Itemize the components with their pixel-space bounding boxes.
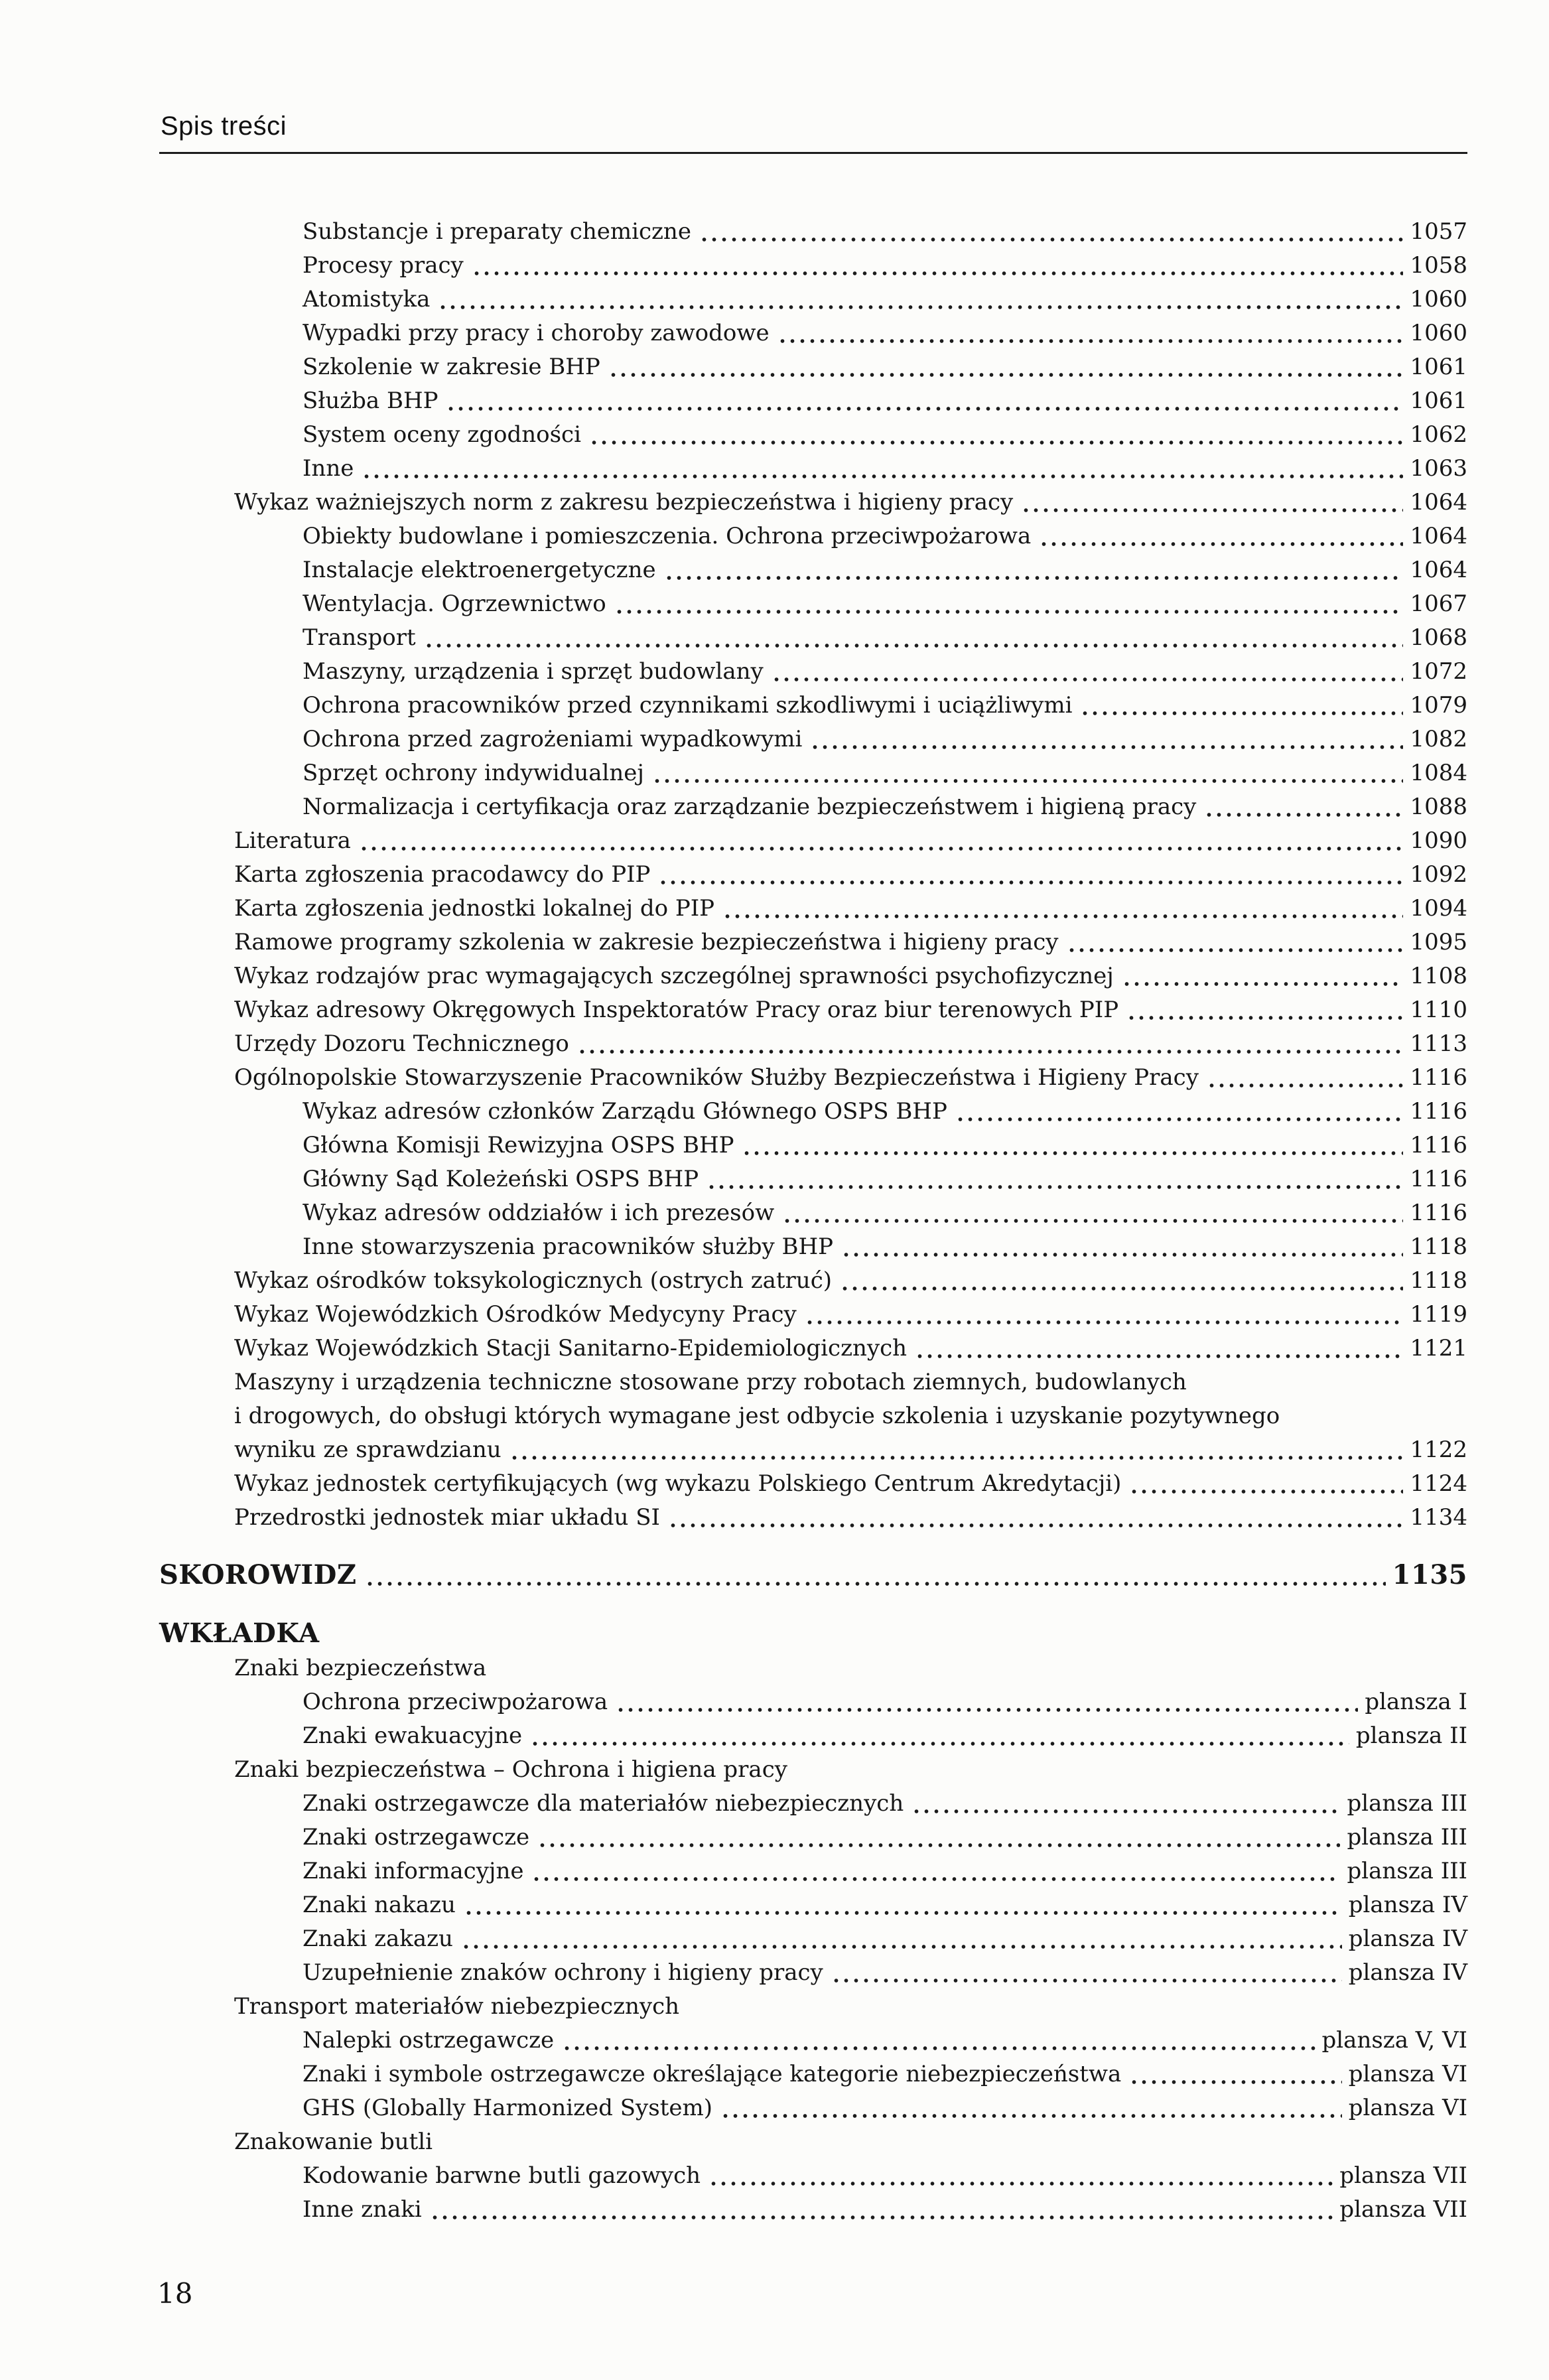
toc-entry-page: plansza VI	[1348, 2061, 1467, 2087]
toc-entry-page: plansza II	[1355, 1722, 1467, 1749]
dot-leader	[668, 1523, 1404, 1527]
toc-entry-title: Ochrona przeciwpożarowa	[303, 1689, 608, 1715]
toc-entry-title: Znaki nakazu	[303, 1892, 456, 1918]
toc-entry-title: Ochrona przed zagrożeniami wypadkowymi	[303, 726, 803, 752]
toc-entry-page: 1121	[1410, 1335, 1467, 1362]
dot-leader	[841, 1253, 1403, 1257]
toc-entry	[159, 2125, 1467, 2159]
toc-entry-title: Ramowe programy szkolenia w zakresie bezpieczeństwa i higieny pracy	[234, 929, 1059, 955]
dot-leader	[537, 1843, 1340, 1847]
toc-entry-title: Sprzęt ochrony indywidualnej	[303, 760, 644, 786]
toc-entry	[159, 892, 1467, 926]
toc-entry-page: 1088	[1410, 794, 1467, 820]
toc-entry-title: Inne	[303, 455, 354, 482]
toc-entry-title: Znaki bezpieczeństwa – Ochrona i higiena pracy	[234, 1756, 787, 1783]
toc-entry-title: Maszyny i urządzenia techniczne stosowane przy robotach ziemnych, budowlanych	[234, 1369, 1187, 1395]
toc-entry-title: Szkolenie w zakresie BHP	[303, 354, 600, 380]
toc-entry	[159, 418, 1467, 452]
dot-leader	[438, 305, 1403, 309]
dot-leader	[1122, 982, 1404, 986]
toc-entry-page: 1116	[1410, 1132, 1467, 1158]
dot-leader	[424, 644, 1404, 648]
dot-leader	[1204, 813, 1403, 817]
dot-leader	[577, 1050, 1404, 1054]
toc-entry-title: GHS (Globally Harmonized System)	[303, 2095, 712, 2121]
toc-entry	[159, 858, 1467, 892]
toc-entry-page: plansza VII	[1339, 2162, 1467, 2189]
toc-entry-page: 1060	[1410, 320, 1467, 346]
toc-entry	[159, 1365, 1467, 1399]
toc-entry-title: Uzupełnienie znaków ochrony i higieny pracy	[303, 1959, 823, 1986]
toc-entry-page: 1095	[1410, 929, 1467, 955]
toc-entry-title: Substancje i preparaty chemiczne	[303, 218, 691, 245]
toc-entry	[159, 1196, 1467, 1230]
dot-leader	[782, 1219, 1403, 1223]
toc-entry	[159, 2024, 1467, 2058]
toc-entry	[159, 1027, 1467, 1061]
toc-entry-title: Wykaz rodzajów prac wymagających szczególnej sprawności psychofizycznej	[234, 963, 1114, 989]
toc-entry	[159, 1787, 1467, 1821]
toc-entry-page: plansza III	[1347, 1824, 1467, 1851]
toc-entry-title: i drogowych, do obsługi których wymagane jest odbycie szkolenia i uzyskanie pozytywnego	[234, 1403, 1280, 1429]
toc-entry-page: 1063	[1410, 455, 1467, 482]
toc-entry-page: 1092	[1410, 861, 1467, 888]
dot-leader	[365, 1582, 1386, 1586]
dot-leader	[1129, 2080, 1342, 2084]
toc-entry-page: 1062	[1410, 421, 1467, 448]
toc-entry	[159, 2058, 1467, 2091]
dot-leader	[772, 677, 1404, 681]
toc-entry-title: Procesy pracy	[303, 252, 464, 279]
toc-entry	[159, 959, 1467, 993]
dot-leader	[509, 1456, 1404, 1460]
toc-entry-page: plansza IV	[1348, 1925, 1467, 1952]
toc-entry	[159, 1821, 1467, 1855]
dot-leader	[589, 441, 1403, 445]
toc-entry-page: 1060	[1410, 286, 1467, 313]
toc-entry	[159, 1433, 1467, 1467]
table-of-contents	[159, 215, 1467, 2227]
toc-entry-title: Transport materiałów niebezpiecznych	[234, 1993, 680, 2020]
toc-entry	[159, 1467, 1467, 1501]
toc-entry	[159, 1956, 1467, 1990]
toc-entry-title: Wykaz Wojewódzkich Ośrodków Medycyny Pracy	[234, 1301, 797, 1328]
dot-leader	[616, 1708, 1358, 1712]
toc-entry-page: 1119	[1410, 1301, 1467, 1328]
toc-entry-title: Wykaz adresowy Okręgowych Inspektoratów Pracy oraz biur terenowych PIP	[234, 997, 1119, 1023]
toc-entry	[159, 790, 1467, 824]
toc-entry-page: 1057	[1410, 218, 1467, 245]
toc-entry-title: Normalizacja i certyfikacja oraz zarządzanie bezpieczeństwem i higieną pracy	[303, 794, 1197, 820]
dot-leader	[831, 1979, 1342, 1983]
dot-leader	[720, 2114, 1342, 2118]
toc-entry-page: 1058	[1410, 252, 1467, 279]
toc-entry-page: 1134	[1410, 1504, 1467, 1531]
dot-leader	[955, 1117, 1404, 1121]
toc-entry	[159, 215, 1467, 249]
toc-entry	[159, 1264, 1467, 1298]
toc-entry-title: wyniku ze sprawdzianu	[234, 1436, 502, 1463]
toc-entry-title: Wykaz adresów członków Zarządu Głównego OSPS BHP	[303, 1098, 947, 1125]
dot-leader	[1067, 948, 1404, 952]
toc-entry-title: Wykaz Wojewódzkich Stacji Sanitarno-Epidemiologicznych	[234, 1335, 908, 1362]
toc-entry-title: Znaki informacyjne	[303, 1858, 524, 1884]
toc-entry-title: Inne stowarzyszenia pracowników służby BHP	[303, 1233, 834, 1260]
dot-leader	[562, 2046, 1315, 2050]
toc-entry-title: SKOROWIDZ	[159, 1559, 357, 1590]
toc-entry-title: Główna Komisji Rewizyjna OSPS BHP	[303, 1132, 734, 1158]
toc-entry-title: Znaki ostrzegawcze	[303, 1824, 530, 1851]
toc-entry-page: plansza VI	[1348, 2095, 1467, 2121]
toc-entry-page: plansza III	[1347, 1790, 1467, 1817]
toc-entry	[159, 655, 1467, 689]
toc-entry-title: Literatura	[234, 827, 351, 854]
toc-entry-title: Kodowanie barwne butli gazowych	[303, 2162, 701, 2189]
toc-entry	[159, 1501, 1467, 1535]
dot-leader	[530, 1742, 1349, 1746]
toc-entry-page: 1116	[1410, 1200, 1467, 1226]
toc-entry	[159, 1230, 1467, 1264]
toc-entry-title: Atomistyka	[303, 286, 431, 313]
toc-entry-title: Główny Sąd Koleżeński OSPS BHP	[303, 1166, 699, 1192]
dot-leader	[359, 847, 1404, 851]
toc-entry	[159, 2193, 1467, 2227]
toc-entry-page: plansza VII	[1339, 2196, 1467, 2223]
toc-entry-title: Znaki i symbole ostrzegawcze określające kategorie niebezpieczeństwa	[303, 2061, 1122, 2087]
toc-entry	[159, 926, 1467, 959]
dot-leader	[1021, 508, 1403, 512]
dot-leader	[664, 576, 1404, 580]
toc-entry-page: 1122	[1410, 1436, 1467, 1463]
toc-entry-title: System oceny zgodności	[303, 421, 581, 448]
header-rule	[159, 152, 1467, 154]
toc-entry-title: Transport	[303, 624, 416, 651]
dot-leader	[531, 1877, 1340, 1881]
dot-leader	[1039, 542, 1403, 546]
toc-entry	[159, 1399, 1467, 1433]
toc-entry-title: Nalepki ostrzegawcze	[303, 2027, 555, 2054]
toc-entry-title: WKŁADKA	[159, 1618, 320, 1649]
toc-entry	[159, 283, 1467, 316]
toc-entry	[159, 1061, 1467, 1095]
toc-entry	[159, 316, 1467, 350]
toc-section-heading	[159, 1557, 1467, 1593]
toc-entry	[159, 1888, 1467, 1922]
dot-leader	[742, 1151, 1403, 1155]
toc-entry-page: 1116	[1410, 1166, 1467, 1192]
toc-entry-page: 1079	[1410, 692, 1467, 719]
toc-entry	[159, 2091, 1467, 2125]
dot-leader	[708, 2182, 1333, 2186]
toc-entry	[159, 553, 1467, 587]
page-number: 18	[157, 2277, 193, 2310]
dot-leader	[1126, 1016, 1403, 1020]
dot-leader	[810, 745, 1403, 749]
dot-leader	[430, 2215, 1333, 2219]
toc-entry-title: Instalacje elektroenergetyczne	[303, 557, 656, 583]
toc-entry-page: 1116	[1410, 1064, 1467, 1091]
toc-entry-title: Wykaz adresów oddziałów i ich prezesów	[303, 1200, 775, 1226]
toc-entry-title: Inne znaki	[303, 2196, 422, 2223]
dot-leader	[1207, 1084, 1404, 1087]
toc-entry	[159, 1651, 1467, 1685]
toc-entry	[159, 452, 1467, 486]
toc-entry-page: 1072	[1410, 658, 1467, 685]
toc-entry-page: 1110	[1410, 997, 1467, 1023]
toc-entry	[159, 1162, 1467, 1196]
toc-entry	[159, 756, 1467, 790]
toc-entry	[159, 723, 1467, 756]
toc-entry-title: Wykaz ważniejszych norm z zakresu bezpieczeństwa i higieny pracy	[234, 489, 1014, 516]
dot-leader	[652, 779, 1404, 783]
toc-entry	[159, 1685, 1467, 1719]
toc-entry-page: 1135	[1392, 1559, 1467, 1590]
toc-entry-title: Wentylacja. Ogrzewnictwo	[303, 591, 606, 617]
toc-entry	[159, 1332, 1467, 1365]
toc-entry-title: Obiekty budowlane i pomieszczenia. Ochrona przeciwpożarowa	[303, 523, 1032, 549]
toc-entry-title: Wykaz jednostek certyfikujących (wg wykazu Polskiego Centrum Akredytacji)	[234, 1470, 1122, 1497]
toc-entry	[159, 1719, 1467, 1753]
toc-entry-page: 1064	[1410, 523, 1467, 549]
toc-entry	[159, 249, 1467, 283]
toc-entry-page: 1124	[1410, 1470, 1467, 1497]
toc-entry-page: plansza I	[1365, 1689, 1467, 1715]
dot-leader	[722, 914, 1403, 918]
toc-entry-title: Służba BHP	[303, 387, 438, 414]
toc-entry-page: plansza IV	[1348, 1892, 1467, 1918]
toc-entry-page: 1090	[1410, 827, 1467, 854]
dot-leader	[658, 880, 1403, 884]
toc-entry	[159, 1095, 1467, 1129]
toc-entry	[159, 384, 1467, 418]
toc-entry-page: 1118	[1410, 1267, 1467, 1294]
toc-entry	[159, 689, 1467, 723]
toc-entry-title: Urzędy Dozoru Technicznego	[234, 1030, 569, 1057]
toc-entry-page: 1061	[1410, 387, 1467, 414]
toc-entry-title: Znaki bezpieczeństwa	[234, 1655, 487, 1681]
dot-leader	[1129, 1490, 1403, 1494]
toc-entry-title: Maszyny, urządzenia i sprzęt budowlany	[303, 658, 764, 685]
toc-entry	[159, 621, 1467, 655]
toc-entry	[159, 520, 1467, 553]
toc-entry-title: Ogólnopolskie Stowarzyszenie Pracowników Służby Bezpieczeństwa i Higieny Pracy	[234, 1064, 1199, 1091]
toc-entry-title: Ochrona pracowników przed czynnikami szkodliwymi i uciążliwymi	[303, 692, 1073, 719]
toc-entry-page: plansza V, VI	[1321, 2027, 1467, 2054]
dot-leader	[805, 1320, 1404, 1324]
toc-entry-page: 1094	[1410, 895, 1467, 922]
toc-entry	[159, 1990, 1467, 2024]
toc-entry-title: Karta zgłoszenia pracodawcy do PIP	[234, 861, 651, 888]
dot-leader	[464, 1911, 1342, 1915]
toc-entry-page: 1064	[1410, 489, 1467, 516]
dot-leader	[915, 1354, 1403, 1358]
toc-entry	[159, 1855, 1467, 1888]
toc-entry	[159, 350, 1467, 384]
dot-leader	[608, 373, 1404, 377]
toc-entry-page: plansza IV	[1348, 1959, 1467, 1986]
toc-entry	[159, 486, 1467, 520]
toc-entry	[159, 824, 1467, 858]
toc-entry-title: Znakowanie butli	[234, 2129, 433, 2155]
dot-leader	[777, 339, 1404, 343]
dot-leader	[911, 1809, 1340, 1813]
toc-entry-page: 1113	[1410, 1030, 1467, 1057]
dot-leader	[840, 1287, 1403, 1291]
toc-entry-title: Wypadki przy pracy i choroby zawodowe	[303, 320, 770, 346]
dot-leader	[446, 407, 1403, 411]
toc-section-heading	[159, 1616, 1467, 1651]
dot-leader	[707, 1185, 1403, 1189]
toc-entry-title: Znaki ostrzegawcze dla materiałów niebezpiecznych	[303, 1790, 904, 1817]
toc-entry	[159, 993, 1467, 1027]
toc-entry-page: 1084	[1410, 760, 1467, 786]
toc-entry-page: 1061	[1410, 354, 1467, 380]
toc-entry-title: Znaki ewakuacyjne	[303, 1722, 523, 1749]
toc-entry	[159, 1922, 1467, 1956]
toc-entry-page: 1067	[1410, 591, 1467, 617]
toc-entry	[159, 1129, 1467, 1162]
page-title: Spis treści	[161, 111, 287, 141]
toc-entry	[159, 1753, 1467, 1787]
dot-leader	[614, 610, 1404, 614]
dot-leader	[699, 238, 1404, 242]
toc-entry-title: Karta zgłoszenia jednostki lokalnej do PIP	[234, 895, 715, 922]
toc-entry-page: 1064	[1410, 557, 1467, 583]
toc-entry-page: 1108	[1410, 963, 1467, 989]
toc-entry-title: Znaki zakazu	[303, 1925, 453, 1952]
dot-leader	[461, 1945, 1342, 1949]
toc-entry-page: 1068	[1410, 624, 1467, 651]
toc-entry-page: 1082	[1410, 726, 1467, 752]
toc-entry-page: plansza III	[1347, 1858, 1467, 1884]
toc-entry-title: Wykaz ośrodków toksykologicznych (ostrych zatruć)	[234, 1267, 832, 1294]
toc-entry	[159, 587, 1467, 621]
dot-leader	[472, 271, 1404, 275]
toc-entry-title: Przedrostki jednostek miar układu SI	[234, 1504, 660, 1531]
toc-entry-page: 1118	[1410, 1233, 1467, 1260]
toc-entry	[159, 2159, 1467, 2193]
toc-entry	[159, 1298, 1467, 1332]
toc-entry-page: 1116	[1410, 1098, 1467, 1125]
dot-leader	[362, 474, 1403, 478]
dot-leader	[1080, 711, 1403, 715]
page-content	[159, 111, 1467, 2227]
